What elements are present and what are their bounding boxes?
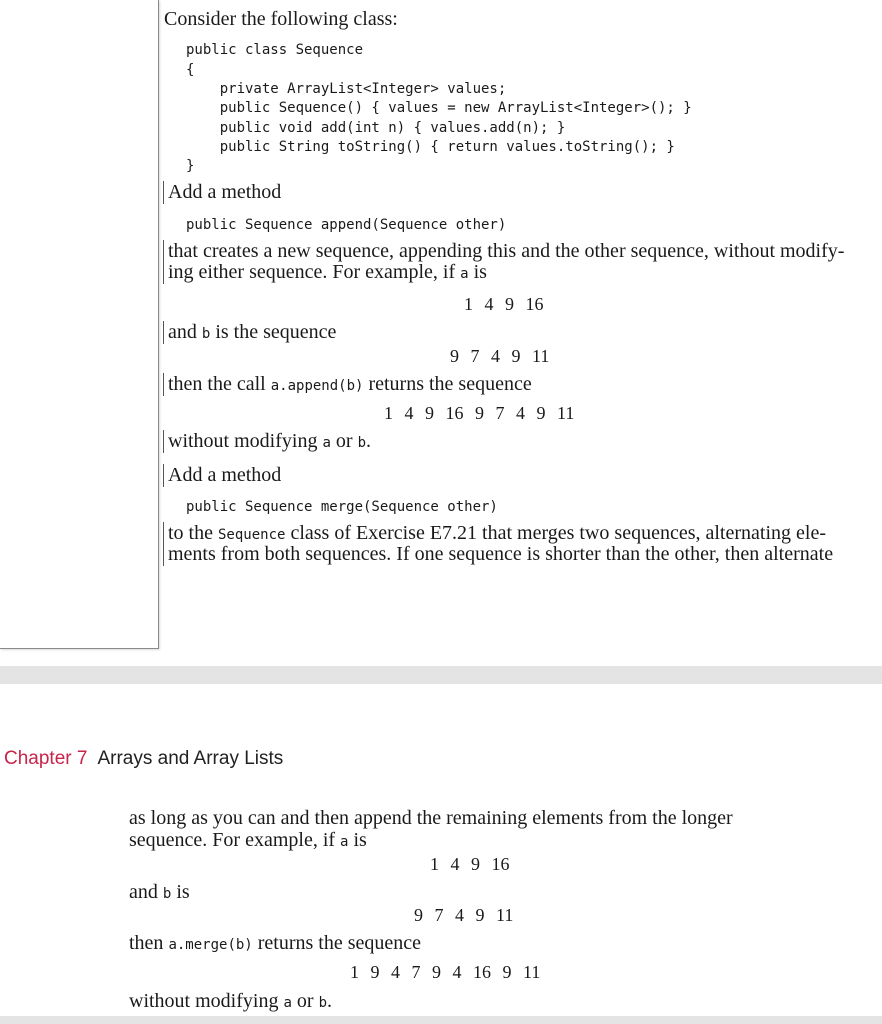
then-merge-text: then a.merge(b) returns the sequence <box>129 932 421 954</box>
sequence-a: 1 4 9 16 <box>430 854 510 874</box>
without-text: without modifying a or b. <box>129 990 332 1012</box>
add-method-heading: Add a method <box>163 181 281 204</box>
chapter-header <box>4 748 283 770</box>
code-line: public String toString() { return values.toString(); } <box>186 139 675 155</box>
bottom-band <box>0 1016 882 1024</box>
code-line: } <box>186 158 195 174</box>
without-text: without modifying a or b. <box>163 430 371 453</box>
then-call-text: then the call a.append(b) returns the sequence <box>163 373 532 396</box>
append-description <box>163 240 844 284</box>
cont-line: sequence. For example, if a is <box>129 829 367 851</box>
chapter-number: Chapter 7 <box>4 748 88 769</box>
append-signature: public Sequence append(Sequence other) <box>186 217 507 233</box>
page-divider <box>0 666 882 684</box>
intro-text: Consider the following class: <box>164 8 398 30</box>
code-line: public Sequence() { values = new ArrayList<Integer>(); } <box>186 100 692 116</box>
sequence-result: 1 9 4 7 9 4 16 9 11 <box>350 962 541 982</box>
top-exercise <box>160 0 882 660</box>
desc-line: that creates a new sequence, appending this and the other sequence, without modify- <box>168 240 845 262</box>
code-line: public class Sequence <box>186 42 364 58</box>
code-line: public void add(int n) { values.add(n); } <box>186 120 566 136</box>
merge-description <box>163 522 833 566</box>
merge-line: to the Sequence class of Exercise E7.21 that merges two sequences, alternating ele- <box>168 522 826 544</box>
desc-line: ing either sequence. For example, if a is <box>168 261 487 283</box>
chapter-title: Arrays and Array Lists <box>97 748 284 769</box>
sequence-result: 1 4 9 16 9 7 4 9 11 <box>384 403 575 423</box>
sequence-b: 9 7 4 9 11 <box>450 346 550 366</box>
left-panel <box>0 0 159 649</box>
code-line: { <box>186 62 195 78</box>
merge-line: ments from both sequences. If one sequence is shorter than the other, then alternate <box>168 543 834 565</box>
sequence-a: 1 4 9 16 <box>464 294 544 314</box>
sequence-b: 9 7 4 9 11 <box>414 905 514 925</box>
code-line: private ArrayList<Integer> values; <box>186 81 507 97</box>
cont-line: as long as you can and then append the remaining elements from the longer <box>129 807 733 829</box>
and-b-text: and b is the sequence <box>163 321 336 344</box>
add-method-heading-2: Add a method <box>163 464 281 487</box>
and-b-text: and b is <box>129 881 190 903</box>
merge-signature: public Sequence merge(Sequence other) <box>186 499 498 515</box>
